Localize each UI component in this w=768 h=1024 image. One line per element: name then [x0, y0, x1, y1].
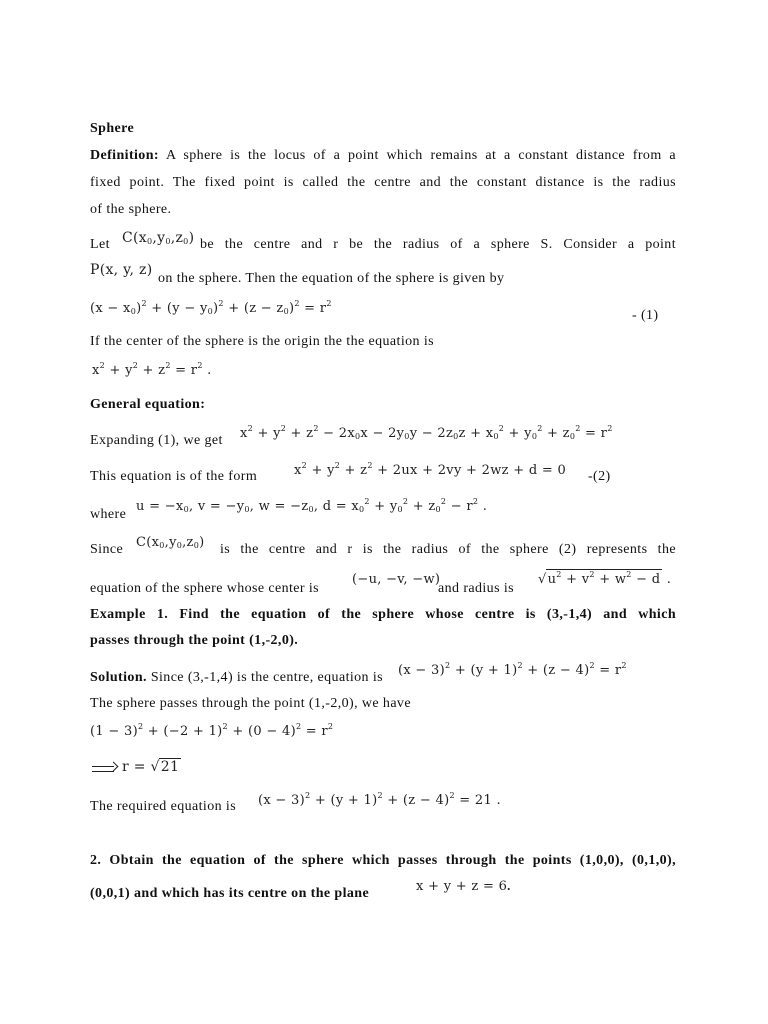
example-2-line-2: (0,0,1) and which has its centre on the plane [90, 886, 370, 901]
where-equation: $u = -x_0$, $v = -y_0$, $w = -z_0$, $d = x_0^2 + y_0^2 + z_0^2 - r^2$ . [136, 497, 488, 514]
center-text: equation of the sphere whose center is [90, 581, 320, 596]
equation-1: $(x - x_0)^2 + (y - y_0)^2 + (z - z_0)^2 = r^2$ [90, 299, 332, 316]
required-text: The required equation is [90, 799, 237, 814]
example-2-line-1: 2. Obtain the equation of the sphere which passes through the points (1,0,0), (0,1,0), [90, 853, 676, 868]
example-1-line-1: Example 1. Find the equation of the sphere whose centre is (3,-1,4) and which [90, 607, 676, 622]
on-sphere-text: on the sphere. Then the equation of the sphere is given by [158, 271, 505, 286]
equation-1-number: - (1) [632, 308, 659, 323]
expanded-equation: $x^2 + y^2 + z^2 - 2x_0x - 2y_0y - 2z_0z + x_0^2 + y_0^2 + z_0^2 = r^2$ [240, 424, 613, 441]
let-word: Let [90, 237, 110, 252]
expanding-text: Expanding (1), we get [90, 433, 223, 448]
since-text: Since [90, 542, 124, 557]
radius-result: r = √21 [122, 759, 180, 775]
centre-formula: $C(x_0,y_0,z_0)$ [122, 230, 195, 246]
center-formula: (−u, −v, −w) [352, 572, 441, 587]
example-1-line-2: passes through the point (1,-2,0). [90, 633, 299, 648]
definition-label: Definition: [90, 148, 159, 163]
general-form-equation: $x^2 + y^2 + z^2 + 2ux + 2vy + 2wz + d = 0$ [294, 461, 567, 478]
passes-text: The sphere passes through the point (1,-2,0), we have [90, 696, 411, 711]
solution-equation: $(x - 3)^2 + (y + 1)^2 + (z - 4)^2 = r^2$ [398, 661, 627, 678]
form-text: This equation is of the form [90, 469, 258, 484]
where-text: where [90, 507, 127, 522]
definition-line-1: Definition: A sphere is the locus of a point which remains at a constant distance from a [90, 148, 676, 163]
plane-equation: x + y + z = 6. [416, 878, 511, 894]
required-equation: $(x - 3)^2 + (y + 1)^2 + (z - 4)^2 = 21$ . [258, 791, 501, 808]
origin-text: If the center of the sphere is the origin the the equation is [90, 334, 434, 349]
equation-2-number: -(2) [588, 469, 611, 484]
solution-line: Solution. Since (3,-1,4) is the centre, equation is [90, 670, 383, 685]
point-formula: P(x, y, z) [90, 262, 153, 278]
since-rest-text: is the centre and r is the radius of the sphere (2) represents the [220, 542, 676, 557]
implies-arrow-icon [92, 766, 114, 772]
radius-formula: $√u^2 + v^2 + w^2 - d$ . [538, 570, 672, 587]
radius-text: and radius is [438, 581, 514, 596]
general-heading: General equation: [90, 397, 206, 412]
origin-equation: $x^2 + y^2 + z^2 = r^2$ . [92, 361, 212, 378]
definition-line-2: fixed point. The fixed point is called the centre and the constant distance is the radius [90, 175, 676, 190]
let-text: be the centre and r be the radius of a sphere S. Consider a point [200, 237, 676, 252]
definition-line-3: of the sphere. [90, 202, 172, 217]
substitution-equation: $(1 - 3)^2 + (-2 + 1)^2 + (0 - 4)^2 = r^2$ [90, 722, 334, 739]
since-centre-formula: $C(x_0,y_0,z_0)$ [136, 535, 205, 550]
section-title: Sphere [90, 121, 135, 136]
